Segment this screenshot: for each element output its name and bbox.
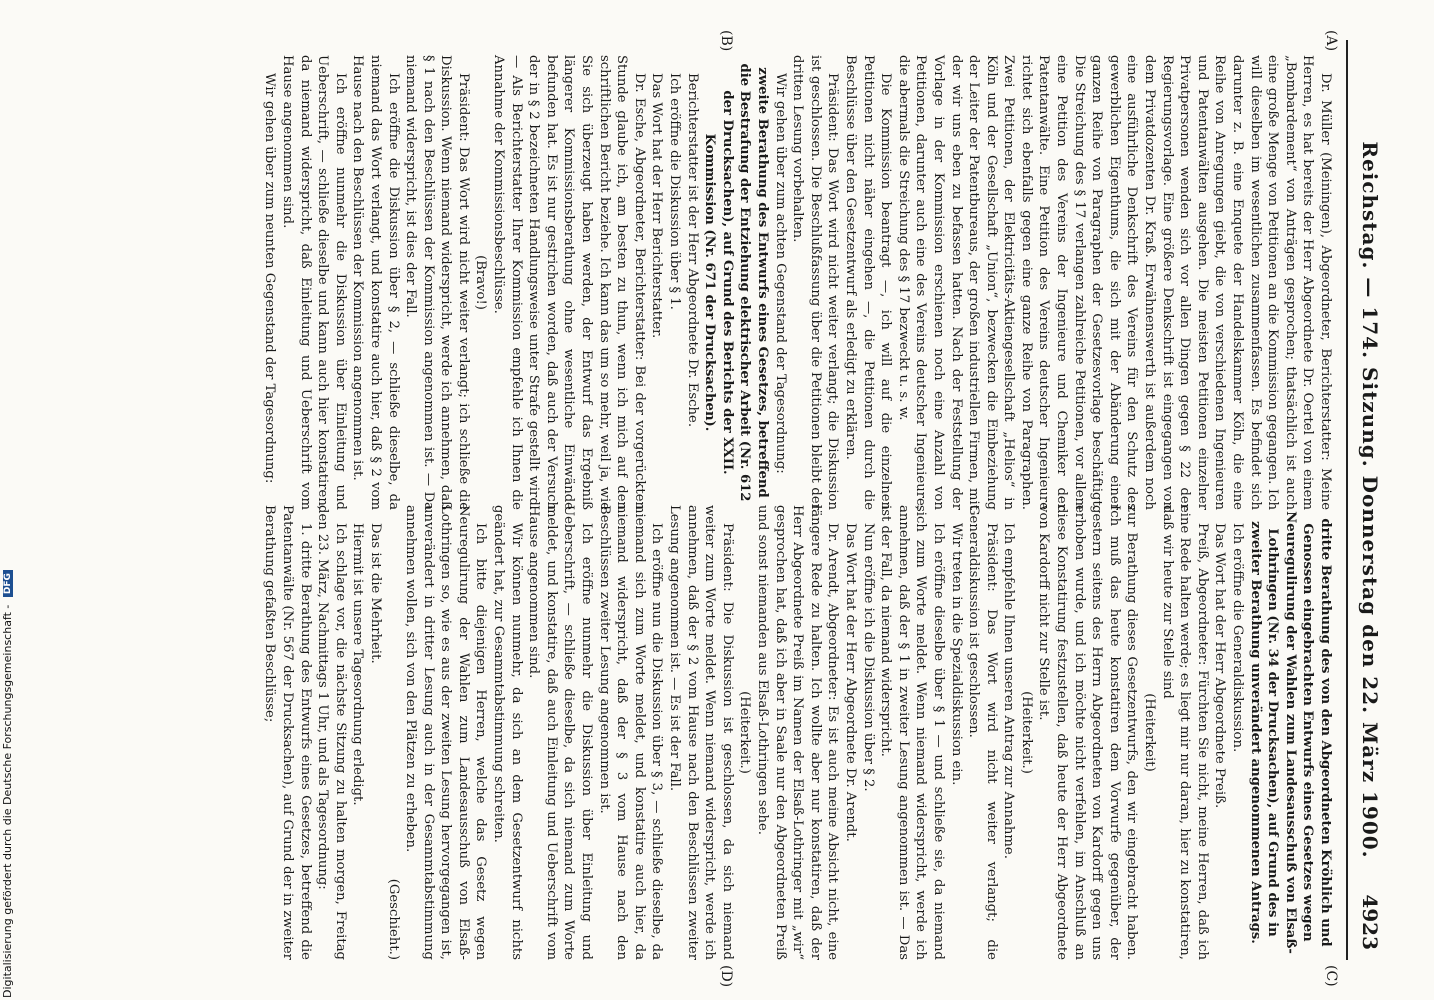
interjection: (Heiterkeit.)	[737, 691, 753, 774]
paragraph: Ich eröffne dieselbe über § 1 — und schließe sie, da niemand sich zum Worte meldet. Wenn niemand widerspricht, werde ich annehmen, daß der § 1 in zweiter Lesung angenommen ist. — Das ist der Fall, da niemand widerspricht.	[878, 505, 946, 960]
right-column	[60, 505, 1334, 960]
agenda-item-heading: zweite Berathung des Entwurfs eines Gesetzes, betreffend die Bestrafung der Entziehung elektrischer Arbeit (Nr. 612 der Drucksachen), auf Grund des Berichts der XXII. Kommission (Nr. 671 der Drucksachen).	[702, 63, 770, 502]
paragraph: Präsident: Das Wort wird nicht weiter verlangt; die Diskussion ist geschlossen. Die Beschlußfassung über die Petitionen bleibt der dritten Lesung vorbehalten.	[790, 55, 841, 510]
page-number: 4923	[1358, 894, 1382, 950]
paragraph: Wir gehen über zum achten Gegenstand der Tagesordnung:	[772, 73, 788, 474]
margin-marker-b: (B)	[718, 30, 734, 52]
paragraph: 1. dritte Berathung des Entwurfs eines Gesetzes, betreffend die Patentanwälte (Nr. 567 der Drucksachen), auf Grund der in zweiter Berathung gefaßten Beschlüsse;	[262, 505, 313, 960]
paragraph: Ich empfehle Ihnen unseren Antrag zur Annahme.	[1001, 523, 1017, 859]
margin-marker-d: (D)	[718, 965, 734, 988]
margin-marker-a: (A)	[1323, 30, 1339, 52]
page-header	[1346, 40, 1384, 960]
paragraph: Ich eröffne die Generaldiskussion.	[1230, 523, 1246, 753]
dfg-logo: DFG	[3, 570, 13, 597]
interjection: (Bravo!)	[473, 255, 489, 310]
paragraph: Ich eröffne nunmehr die Diskussion über Einleitung und Ueberschrift, — schließe dieselbe, da sich niemand zum Worte meldet, und konstatire, daß auch Einleitung und Ueberschrift vom Hause angenommen sind.	[526, 505, 595, 960]
paragraph: Ich eröffne die Diskussion über § 1.	[667, 73, 683, 310]
paragraph: Berichterstatter ist der Herr Abgeordnete Dr. Esche.	[684, 73, 700, 428]
credit-text: Digitalisierung gefördert durch die Deutsche Forschungsgemeinschaft -	[1, 604, 14, 998]
paragraph: Dr. Arendt, Abgeordneter: Es ist auch meine Absicht nicht, eine längere Rede zu halten. Ich wollte aber nur konstatiren, daß der Herr Abgeordnete Preiß im Namen der Elsaß-Lothringer mit „wir“ gesprochen hat, daß ich aber in Saale nur den Abgeordneten Preiß und sonst niemanden aus Elsaß-Lothringen sehe.	[755, 505, 841, 960]
paragraph: Ich schlage vor, die nächste Sitzung zu halten morgen, Freitag den 23. März, Nachmittags 1 Uhr, und als Tagesordnung:	[315, 505, 348, 960]
paragraph: Ich eröffne nunmehr die Diskussion über Einleitung und Ueberschrift, — schließe dieselbe und kann auch hier konstatiren, da niemand widerspricht, daß Einleitung und Ueberschrift vom Hause angenommen sind.	[279, 55, 348, 510]
paragraph: Das Wort hat der Herr Abgeordnete Dr. Arendt.	[842, 523, 858, 842]
agenda-item-heading: dritte Berathung des von den Abgeordneten Kröhlich und Genossen eingebrachten Entwurfs eines Gesetzes wegen Neuregulirung der Wahlen zum Landesausschuß von Elsaß-Lothringen (Nr. 34 der Drucksachen), auf Grund des in zweiter Berathung unverändert angenommenen Antrags.	[1247, 511, 1333, 954]
interjection: (Heiterkeit.)	[1018, 691, 1034, 774]
paragraph: Die Kommission beantragt —, ich will auf die einzelnen Petitionen nicht näher eingehen —, die Petitionen durch die Beschlüsse über den Gesetzentwurf als erledigt zu erklären.	[842, 55, 894, 510]
digitization-credit	[1, 0, 15, 998]
paragraph: Ich eröffne die Diskussion über § 2, — schließe dieselbe, da niemand das Wort verlangt, und konstatire auch hier, daß § 2 vom Hause nach den Beschlüssen der Kommission angenommen ist.	[350, 55, 401, 510]
paragraph: Ich eröffne nun die Diskussion über § 3, — schließe dieselbe, da niemand sich zum Worte meldet, und konstatire auch hier, da niemand widerspricht, daß der § 3 vom Hause nach den Beschlüssen zweiter Lesung angenommen ist.	[596, 505, 665, 960]
paragraph: Wir gehen über zum neunten Gegenstand der Tagesordnung:	[262, 73, 278, 484]
paragraph: Präsident: Das Wort wird nicht weiter verlangt; ich schließe die Diskussion. Wenn niemand widerspricht, werde ich annehmen, daß § 1 nach den Beschlüssen der Kommission angenommen ist. — Da niemand widerspricht, ist dies der Fall.	[403, 55, 471, 510]
paragraph: Das Wort hat der Herr Abgeordnete Preiß.	[1212, 523, 1228, 809]
paragraph: Das Wort hat der Herr Berichterstatter.	[649, 73, 665, 339]
paragraph: Wir können nunmehr, da sich an dem Gesetzentwurf nichts geändert hat, zur Gesammtabstimmung schreiten.	[491, 505, 524, 960]
interjection: (Heiterkeit)	[1142, 693, 1158, 772]
paragraph: zur Berathung dieses Gesetzentwurfs, den wir eingebracht haben. Ich muß das heute konstatiren dem Vorwurfe gegenüber, der gestern seitens des Herrn Abgeordneten von Kardorff gegen uns erhoben wurde, und ich möchte nicht verfehlen, im Anschluß an diese Konstatirung festzustellen, daß heute der Herr Abgeordnete von Kardorff nicht zur Stelle ist.	[1036, 505, 1140, 960]
paragraph: Ich bitte diejenigen Herren, welche das Gesetz wegen Neuregulirung der Wahlen zum Landesausschuß von Elsaß-Lothringen so, wie es aus der zweiten Lesung hervorgegangen ist, unverändert in dritter Lesung auch in der Gesammtabstimmung annehmen wollen, sich von den Plätzen zu erheben.	[403, 505, 489, 960]
paragraph: Präsident: Die Diskussion ist geschlossen, da sich niemand weiter zum Worte meldet. Wenn niemand widerspricht, werde ich annehmen, daß der § 2 vom Hause nach den Beschlüssen zweiter Lesung angenommen ist. — Es ist der Fall.	[667, 505, 735, 960]
left-column	[60, 55, 1334, 510]
margin-marker-c: (C)	[1323, 965, 1339, 987]
paragraph: Hiermit ist unsere Tagesordnung erledigt.	[350, 523, 366, 806]
paragraph: Nun eröffne ich die Diskussion über § 2.	[860, 523, 876, 792]
paragraph: Das ist die Mehrheit.	[367, 523, 383, 664]
page-title: Reichstag. — 174. Sitzung. Donnerstag den 22. März 1900.	[1358, 141, 1382, 859]
paragraph: Preiß, Abgeordneter: Fürchten Sie nicht, meine Herren, daß ich eine Rede halten werde; es liegt mir nur daran, hier zu konstatiren, daß wir heute zur Stelle sind	[1159, 505, 1210, 960]
paragraph: Präsident: Das Wort wird nicht weiter verlangt; die Generaldiskussion ist geschlossen.	[966, 505, 999, 960]
paragraph: Dr. Esche, Abgeordneter, Berichterstatter: Bei der vorgerückten Stunde glaube ich, am besten zu thun, wenn ich mich auf den schriftlichen Bericht beziehe. Ich kann das um so mehr, weil ja, wie Sie sich überzeugt haben werden, der Entwurf das Ergebniß längerer Kommissionsberathung ohne wesentliche Einwände befunden hat. Es ist nur gestrichen worden, daß auch der Versuch der in § 2 bezeichneten Handlungsweise unter Strafe gestellt wird. — Als Berichterstatter Ihrer Kommission empfehle ich Ihnen die Annahme der Kommissionsbeschlüsse.	[491, 55, 647, 510]
paragraph: Wir treten in die Spezialdiskussion ein.	[948, 523, 964, 786]
interjection: (Geschieht.)	[385, 878, 401, 960]
paragraph: Dr. Müller (Meiningen), Abgeordneter, Berichterstatter: Meine Herren, es hat bereits der Herr Abgeordnete Dr. Oertel von einem „Bombardement“ von Anträgen gesprochen; thatsächlich ist auch eine große Menge von Petitionen an die Kommission gegangen. Ich will dieselben im wesentlichen zusammenfassen. Es befindet sich darunter z. B. eine Enquete der Handelskammer Köln, die eine Reihe von Anregungen giebt, die von verschiedenen Ingenieuren und Patentanwälten ausgehen. Die meisten Petitionen einzelner Privatpersonen wenden sich vor allen Dingen gegen § 22 der Regierungsvorlage. Eine größere Denkschrift ist eingegangen von dem Privatdozenten Dr. Kraß. Erwähnenswerth ist außerdem noch eine ausführliche Denkschrift des Vereins für den Schutz des gewerblichen Eigenthums, die sich mit der Abänderung einer ganzen Reihe von Paragraphen der Gesetzesvorlage beschäftigt. Die Streichung des § 17 verlangen zahlreiche Petitionen, vor allem eine Petition des Vereins der Ingenieure und Chemiker der Patentanwälte. Eine Petition des Vereins deutscher Ingenieure richtet sich ebenfalls gegen eine ganze Reihe von Paragraphen. Zwei Petitionen, der Elektricitäts-Aktiengesellschaft „Helios“ in Köln und der Gesellschaft „Union“, bezwecken die Einbeziehung der Leiter der Patentbureaus, der großen industriellen Firmen, mit der wir uns eben zu befassen hatten. Nach der Feststellung der Vorlage in der Kommission erschienen noch eine Anzahl von Petitionen, darunter auch eine des Vereins deutscher Ingenieure, die abermals die Streichung des § 17 bezweckt u. s. w.	[895, 55, 1333, 510]
